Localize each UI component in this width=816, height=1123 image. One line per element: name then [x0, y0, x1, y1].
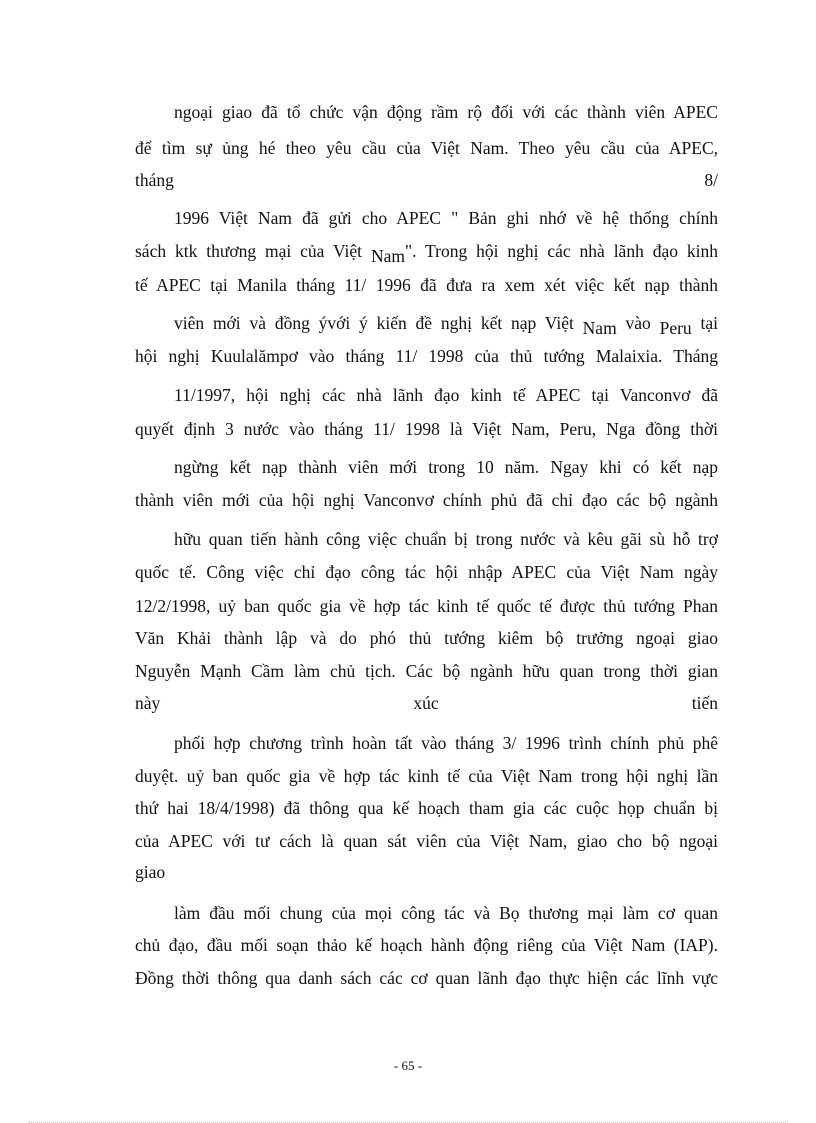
- body-text-line: phối hợp chương trình hoàn tất vào tháng 3/ 1996 trình chính phủ phê: [174, 733, 718, 753]
- body-text-line: hữu quan tiến hành công việc chuẩn bị trong nước và kêu gãi sù hỗ trợ: [174, 529, 718, 549]
- body-text-line: giao: [135, 862, 166, 882]
- body-text-line: thứ hai 18/4/1998) đã thông qua kế hoạch tham gia các cuộc họp chuẩn bị: [135, 798, 718, 818]
- body-text-line: tháng 8/: [135, 170, 718, 190]
- body-text-line: quốc tế. Công việc chỉ đạo công tác hội nhập APEC của Việt Nam ngày: [135, 562, 718, 582]
- text-segment: sách ktk thương mại của Việt: [135, 241, 363, 261]
- text-segment: vào: [625, 313, 651, 333]
- body-text-line: tế APEC tại Manila tháng 11/ 1996 đã đưa ra xem xét việc kết nạp thành: [135, 275, 718, 295]
- body-text-line: làm đầu mối chung của mọi công tác và Bọ thương mại làm cơ quan: [174, 903, 718, 923]
- body-text-line: của APEC với tư cách là quan sát viên của Việt Nam, giao cho bộ ngoại: [135, 831, 718, 851]
- body-text-line: ngoại giao đã tổ chức vận động rầm rộ đối với các thành viên APEC: [174, 102, 718, 122]
- body-text-line: thành viên mới của hội nghị Vanconvơ chính phủ đã chỉ đạo các bộ ngành: [135, 490, 718, 510]
- body-text-line: Nguyễn Mạnh Cầm làm chủ tịch. Các bộ ngành hữu quan trong thời gian: [135, 661, 718, 681]
- body-text-line: này xúc tiến: [135, 693, 718, 713]
- body-text-line: duyệt. uỷ ban quốc gia về hợp tác kinh tế của Việt Nam trong hội nghị lần: [135, 766, 718, 786]
- body-text-line: 1996 Việt Nam đã gửi cho APEC " Bản ghi nhớ về hệ thống chính: [174, 208, 718, 228]
- body-text-line: quyết định 3 nước vào tháng 11/ 1998 là Việt Nam, Peru, Nga đồng thời: [135, 419, 718, 439]
- text-segment: ". Trong hội nghị các nhà lãnh đạo kinh: [404, 241, 718, 261]
- body-text-line: ngừng kết nạp thành viên mới trong 10 năm. Ngay khi có kết nạp: [174, 457, 718, 477]
- subscript-text: Peru: [659, 318, 692, 338]
- body-text-line: Văn Khải thành lập và do phó thủ tướng kiêm bộ trưởng ngoại giao: [135, 628, 718, 648]
- subscript-text: Nam: [582, 318, 617, 338]
- body-text-line: hội nghị Kuulalămpơ vào tháng 11/ 1998 của thủ tướng Malaixia. Tháng: [135, 346, 718, 366]
- body-text-line: chủ đạo, đầu mối soạn thảo kế hoạch hành động riêng của Việt Nam (IAP).: [135, 935, 718, 955]
- body-text-line: 11/1997, hội nghị các nhà lãnh đạo kinh tế APEC tại Vanconvơ đã: [174, 385, 718, 405]
- body-text-line: để tìm sự ủng hé theo yêu cầu của Việt Nam. Theo yêu cầu của APEC,: [135, 138, 718, 158]
- text-segment: viên mới và đồng ývới ý kiến đề nghị kết nạp Việt: [174, 313, 574, 333]
- body-text-line: [174, 312, 718, 338]
- body-text-line: 12/2/1998, uỷ ban quốc gia về hợp tác kinh tế quốc tế được thủ tướng Phan: [135, 596, 718, 616]
- page-number: - 65 -: [393, 1058, 423, 1073]
- subscript-text: Nam: [370, 246, 405, 266]
- body-text-line: Đồng thời thông qua danh sách các cơ quan lãnh đạo thực hiện các lĩnh vực: [135, 968, 718, 988]
- body-text-line: [135, 240, 718, 266]
- text-segment: tại: [700, 313, 718, 333]
